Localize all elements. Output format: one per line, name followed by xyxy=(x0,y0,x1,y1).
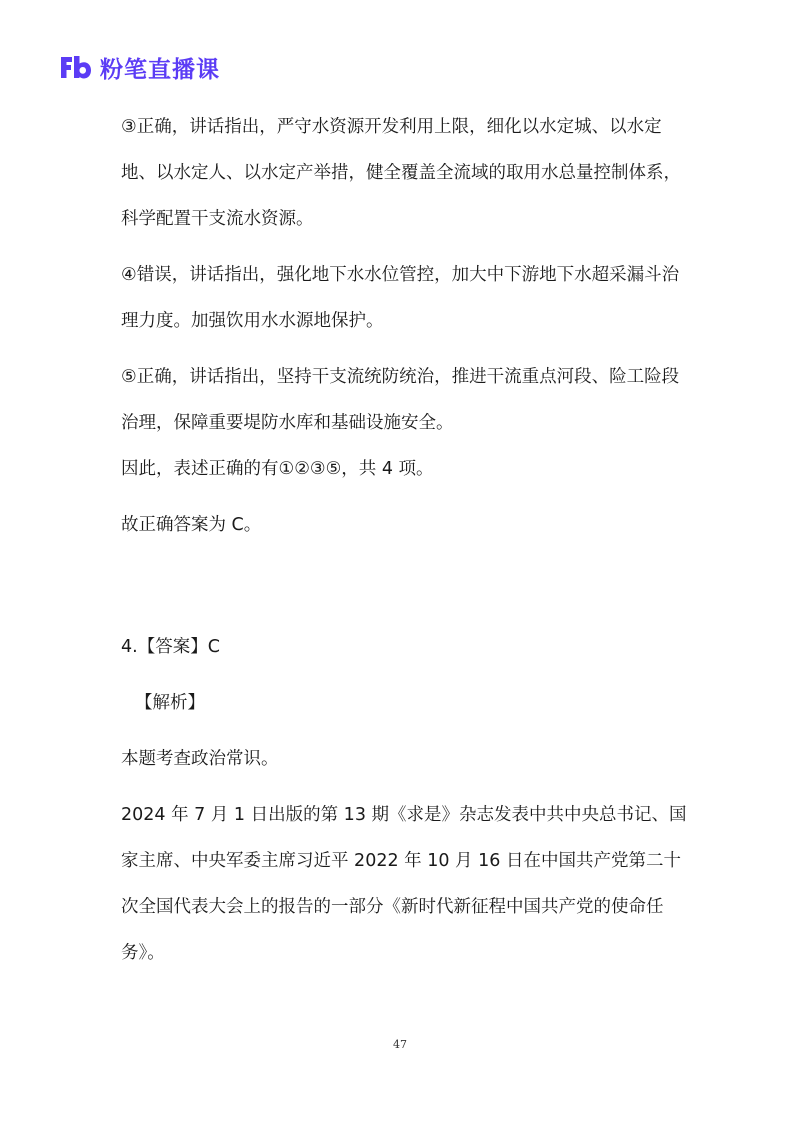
paragraph-explanation: 2024 年 7 月 1 日出版的第 13 期《求是》杂志发表中共中央总书记、国家主席、中央军委主席习近平 2022 年 10 月 16 日在中国共产党第二十次全国代表大会上的报告的一部分《新时代新征程中国共产党的使命任务》。 xyxy=(121,805,687,963)
page-number: 47 xyxy=(393,1038,407,1051)
paragraph-summary: 因此，表述正确的有①②③⑤，共 4 项。 xyxy=(121,459,434,479)
brand-name: 粉笔直播课 xyxy=(100,56,220,83)
paragraph-answer: 故正确答案为 C。 xyxy=(121,515,262,535)
paragraph-item-3: ③正确，讲话指出，严守水资源开发利用上限，细化以水定城、以水定地、以水定人、以水定产举措，健全覆盖全流域的取用水总量控制体系，科学配置干支流水资源。 xyxy=(121,117,681,229)
question-answer-heading: 4.【答案】C xyxy=(121,637,220,657)
header xyxy=(58,52,220,82)
paragraph-item-4: ④错误，讲话指出，强化地下水水位管控，加大中下游地下水超采漏斗治理力度。加强饮用水水源地保护。 xyxy=(121,265,680,331)
analysis-heading: 【解析】 xyxy=(135,693,205,713)
fb-logo-icon xyxy=(58,54,92,80)
paragraph-item-5: ⑤正确，讲话指出，坚持干支流统防统治，推进干流重点河段、险工险段治理，保障重要堤防水库和基础设施安全。 xyxy=(121,367,680,433)
paragraph-topic: 本题考查政治常识。 xyxy=(121,749,279,769)
document-body xyxy=(121,104,691,976)
